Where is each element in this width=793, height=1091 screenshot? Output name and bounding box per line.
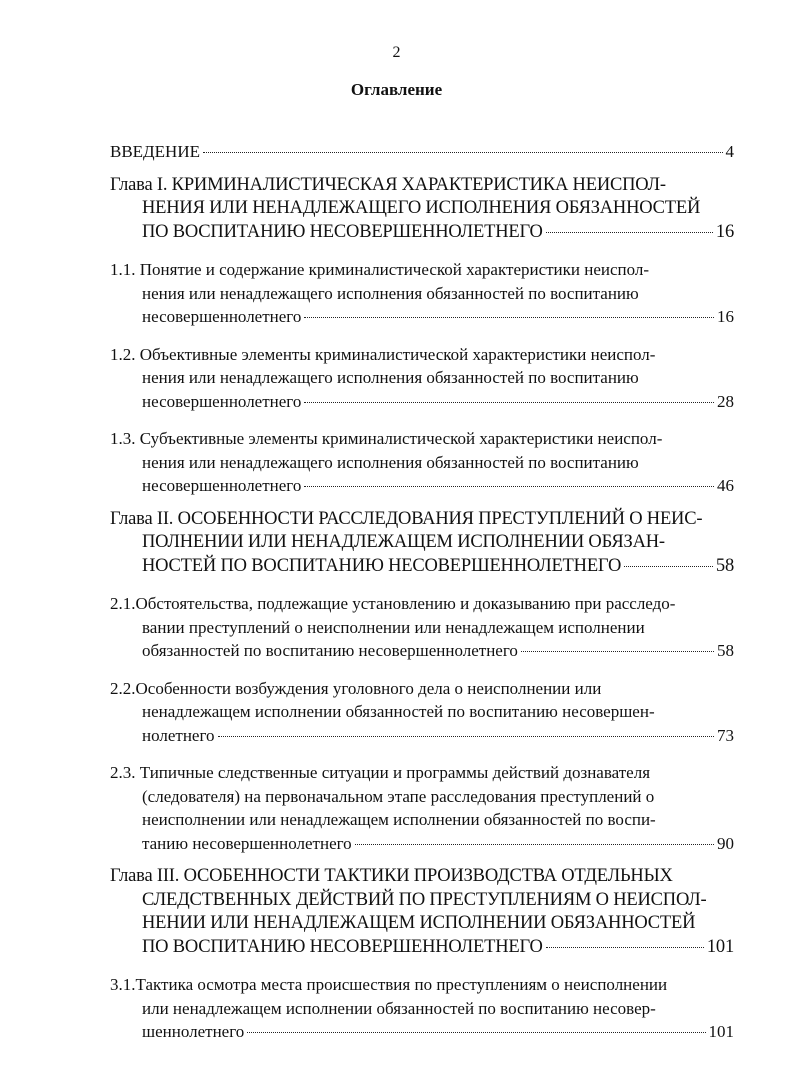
toc-entry-line: 1.1. Понятие и содержание криминалистической характеристики неиспол- — [110, 260, 650, 279]
toc-entry-1-3 — [110, 427, 734, 498]
toc-title: Оглавление — [350, 80, 443, 99]
leader-dots — [546, 232, 713, 233]
toc-page-number: 58 — [715, 555, 734, 576]
leader-dots — [218, 736, 714, 737]
toc-entry-2-3 — [110, 761, 734, 855]
toc-page-number: 73 — [717, 725, 734, 745]
toc-entry-text: несовершеннолетнего — [142, 307, 302, 326]
toc-page-number: 16 — [715, 221, 734, 242]
leader-dots — [304, 402, 714, 403]
leader-dots — [203, 152, 723, 153]
toc-page-number: 4 — [725, 142, 734, 161]
toc-entry-chapter-3 — [110, 865, 734, 959]
toc-entry-line: НЕНИИ ИЛИ НЕНАДЛЕЖАЩЕМ ИСПОЛНЕНИИ ОБЯЗАННОСТЕЙ — [142, 913, 696, 933]
toc-entry-text: ПО ВОСПИТАНИЮ НЕСОВЕРШЕННОЛЕТНЕГО — [142, 221, 543, 242]
toc-entry-chapter-2 — [110, 508, 734, 579]
leader-dots — [304, 317, 714, 318]
leader-dots — [247, 1032, 705, 1033]
toc-entry-line: Глава I. КРИМИНАЛИСТИЧЕСКАЯ ХАРАКТЕРИСТИКА НЕИСПОЛ- — [110, 174, 666, 195]
toc-entry-text: НОСТЕЙ ПО ВОСПИТАНИЮ НЕСОВЕРШЕННОЛЕТНЕГО — [142, 555, 622, 576]
toc-entry-line: Глава II. ОСОБЕННОСТИ РАССЛЕДОВАНИЯ ПРЕСТУПЛЕНИЙ О НЕИС- — [110, 508, 703, 529]
toc-entry-line: или ненадлежащем исполнении обязанностей по воспитанию несовер- — [142, 998, 656, 1018]
toc-entry-3-1 — [110, 973, 734, 1044]
toc-entry-line: ПОЛНЕНИИ ИЛИ НЕНАДЛЕЖАЩЕМ ИСПОЛНЕНИИ ОБЯЗАН- — [142, 532, 665, 552]
toc-entry-line: 2.2.Особенности возбуждения уголовного дела о неисполнении или — [110, 678, 602, 698]
toc-page-number: 28 — [717, 391, 734, 411]
toc-entry-line: нения или ненадлежащего исполнения обязанностей по воспитанию — [142, 368, 639, 387]
leader-dots — [521, 651, 714, 652]
leader-dots — [355, 844, 714, 845]
toc-entry-text: ВВЕДЕНИЕ — [110, 142, 200, 161]
toc-page-number: 46 — [717, 476, 734, 495]
toc-entry-text: ПО ВОСПИТАНИЮ НЕСОВЕРШЕННОЛЕТНЕГО — [142, 936, 543, 957]
toc-entry-line: Глава III. ОСОБЕННОСТИ ТАКТИКИ ПРОИЗВОДСТВА ОТДЕЛЬНЫХ — [110, 866, 673, 886]
table-of-contents — [110, 140, 734, 1044]
toc-entry-line: нения или ненадлежащего исполнения обязанностей по воспитанию — [142, 452, 639, 472]
toc-entry-2-2 — [110, 677, 734, 748]
toc-entry-line: (следователя) на первоначальном этапе расследования преступлений о — [142, 786, 655, 806]
toc-page-number: 101 — [708, 1022, 734, 1041]
toc-entry-line: нения или ненадлежащего исполнения обязанностей по воспитанию — [142, 283, 639, 303]
toc-entry-line: НЕНИЯ ИЛИ НЕНАДЛЕЖАЩЕГО ИСПОЛНЕНИЯ ОБЯЗАННОСТЕЙ — [142, 198, 701, 218]
toc-entry-line: 3.1.Тактика осмотра места происшествия по преступлениям о неисполнении — [110, 975, 668, 994]
toc-entry-text: шеннолетнего — [142, 1022, 245, 1041]
toc-entry-line: СЛЕДСТВЕННЫХ ДЕЙСТВИЙ ПО ПРЕСТУПЛЕНИЯМ О НЕИСПОЛ- — [142, 889, 707, 910]
toc-entry-introduction — [110, 140, 734, 164]
leader-dots — [546, 947, 704, 948]
toc-entry-line: 2.3. Типичные следственные ситуации и программы действий дознавателя — [110, 763, 651, 782]
toc-entry-text: нолетнего — [142, 725, 215, 745]
toc-entry-text: танию несовершеннолетнего — [142, 833, 352, 853]
leader-dots — [304, 486, 714, 487]
toc-page-number: 58 — [717, 641, 734, 660]
toc-page-number: 16 — [717, 307, 734, 326]
toc-entry-chapter-1 — [110, 174, 734, 245]
toc-page-number: 101 — [706, 936, 734, 957]
toc-entry-line: 1.2. Объективные элементы криминалистической характеристики неиспол- — [110, 344, 656, 364]
toc-entry-text: обязанностей по воспитанию несовершеннолетнего — [142, 641, 518, 660]
toc-entry-line: 1.3. Субъективные элементы криминалистической характеристики неиспол- — [110, 429, 663, 448]
toc-entry-text: несовершеннолетнего — [142, 476, 302, 495]
toc-entry-text: несовершеннолетнего — [142, 391, 302, 411]
page-number: 2 — [392, 44, 401, 61]
toc-entry-line: 2.1.Обстоятельства, подлежащие установлению и доказыванию при расследо- — [110, 594, 676, 613]
toc-entry-line: ненадлежащем исполнении обязанностей по воспитанию несовершен- — [142, 702, 655, 721]
toc-page-number: 90 — [717, 833, 734, 853]
toc-entry-2-1 — [110, 592, 734, 663]
toc-entry-1-1 — [110, 258, 734, 329]
toc-entry-line: вании преступлений о неисполнении или ненадлежащем исполнении — [142, 617, 645, 637]
leader-dots — [624, 566, 713, 567]
toc-entry-line: неисполнении или ненадлежащем исполнении обязанностей по воспи- — [142, 810, 656, 829]
toc-entry-1-2 — [110, 343, 734, 414]
